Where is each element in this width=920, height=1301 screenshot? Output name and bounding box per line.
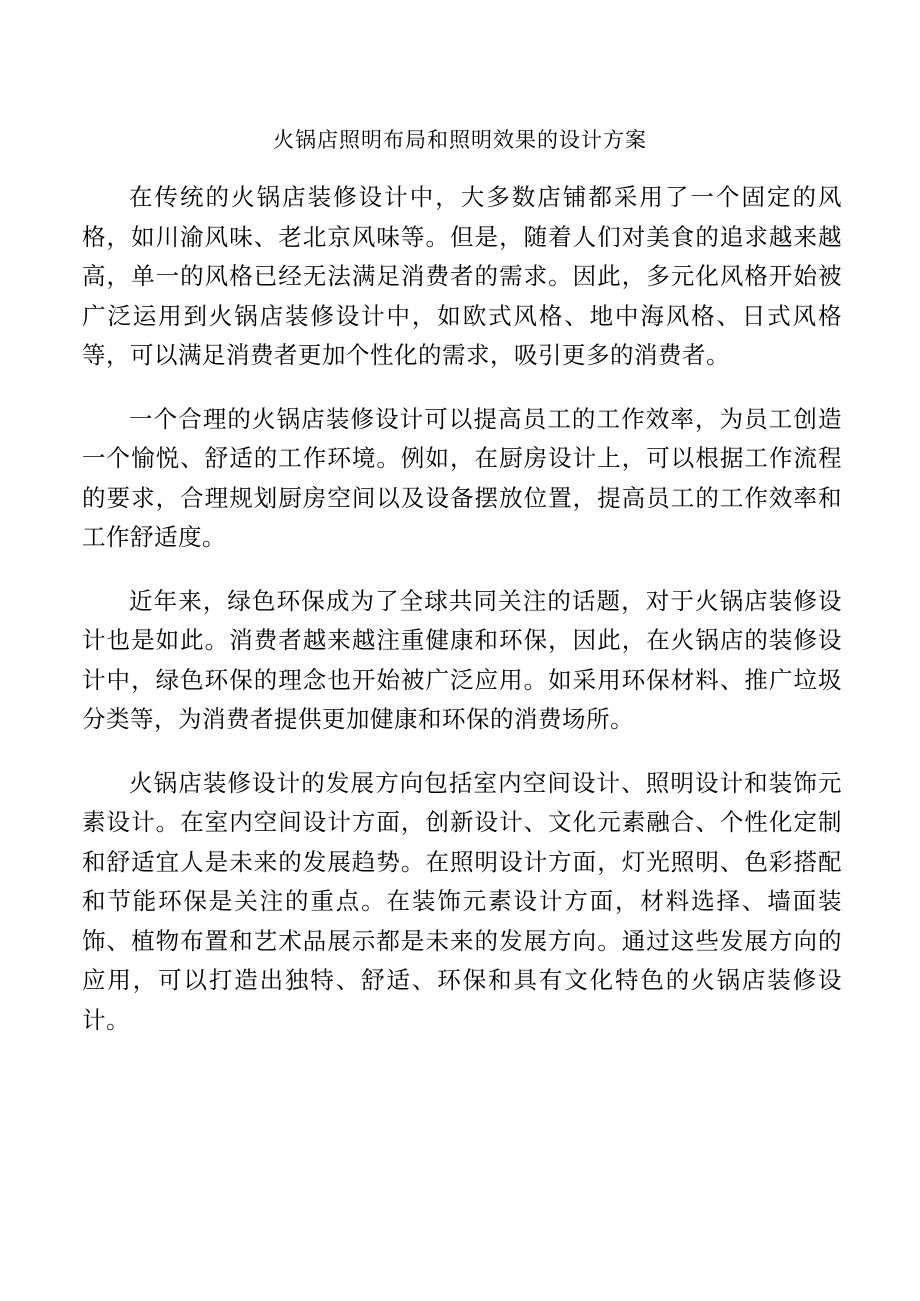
paragraph-3: 近年来，绿色环保成为了全球共同关注的话题，对于火锅店装修设计也是如此。消费者越来越注重健康和环保，因此，在火锅店的装修设计中，绿色环保的理念也开始被广泛应用。如采用环保材料、推广垃圾分类等，为消费者提供更加健康和环保的消费场所。 (82, 586, 842, 733)
document-title: 火锅店照明布局和照明效果的设计方案 (273, 128, 647, 152)
paragraph-4: 火锅店装修设计的发展方向包括室内空间设计、照明设计和装饰元素设计。在室内空间设计方面，创新设计、文化元素融合、个性化定制和舒适宜人是未来的发展趋势。在照明设计方面，灯光照明、色彩搭配和节能环保是关注的重点。在装饰元素设计方面，材料选择、墙面装饰、植物布置和艺术品展示都是未来的发展方向。通过这些发展方向的应用，可以打造出独特、舒适、环保和具有文化特色的火锅店装修设计。 (82, 768, 842, 1034)
paragraph-1: 在传统的火锅店装修设计中，大多数店铺都采用了一个固定的风格，如川渝风味、老北京风味等。但是，随着人们对美食的追求越来越高，单一的风格已经无法满足消费者的需求。因此，多元化风格开始被广泛运用到火锅店装修设计中，如欧式风格、地中海风格、日式风格等，可以满足消费者更加个性化的需求，吸引更多的消费者。 (82, 183, 842, 369)
paragraph-2: 一个合理的火锅店装修设计可以提高员工的工作效率，为员工创造一个愉悦、舒适的工作环境。例如，在厨房设计上，可以根据工作流程的要求，合理规划厨房空间以及设备摆放位置，提高员工的工作效率和工作舒适度。 (82, 404, 842, 551)
document-body (82, 178, 842, 1064)
